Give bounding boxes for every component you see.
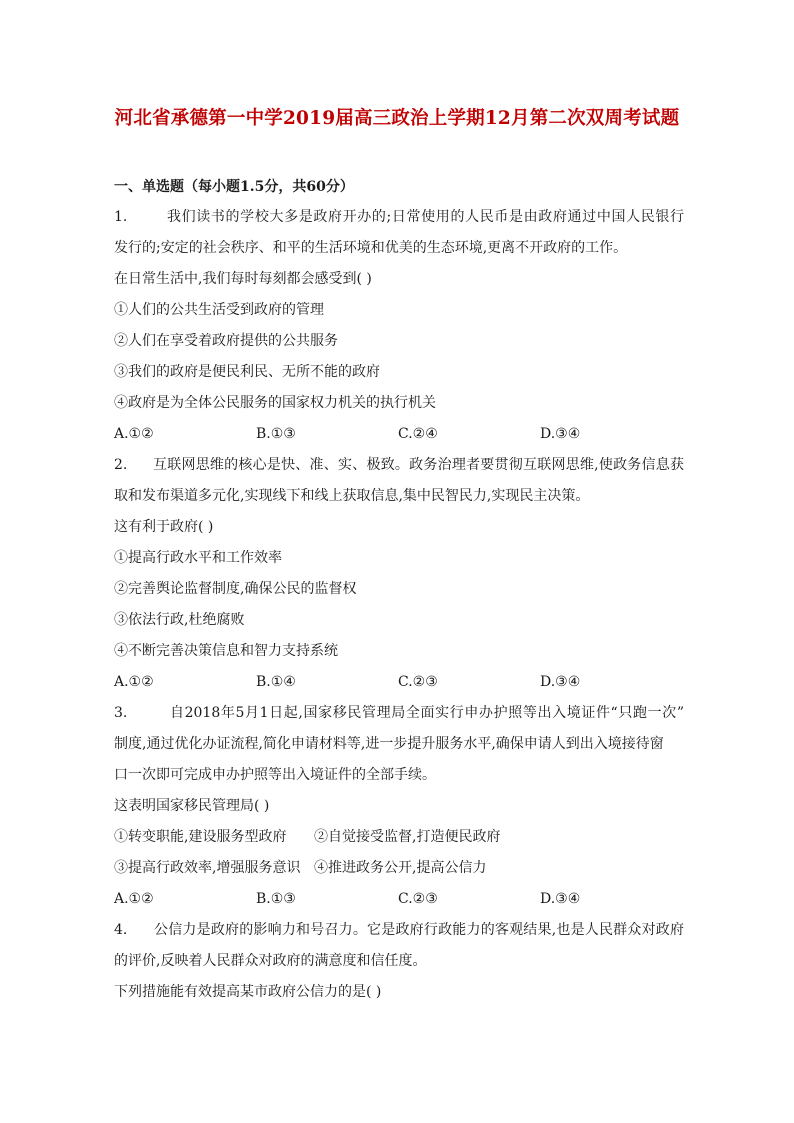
question-2-item-1: ①提高行政水平和工作效率 — [114, 550, 282, 566]
questions — [114, 202, 684, 1008]
question-number: 2. — [114, 457, 128, 473]
question-3-item-3: ③提高行政效率,增强服务意识 — [114, 860, 301, 876]
option-c: C.②④ — [398, 426, 438, 442]
question-3-item-1: ①转变职能,建设服务型政府 — [114, 829, 287, 845]
question-2-line-1 — [114, 450, 684, 481]
question-1-item-3: ③我们的政府是便民利民、无所不能的政府 — [114, 364, 380, 380]
question-text: 自2018年5月1日起,国家移民管理局全面实行申办护照等出入境证件“只跑一次” — [170, 705, 684, 721]
question-2-item-2: ②完善舆论监督制度,确保公民的监督权 — [114, 581, 357, 597]
question-text: 我们读书的学校大多是政府开办的;日常使用的人民币是由政府通过中国人民银行 — [167, 209, 684, 225]
question-3-items-row-2 — [114, 853, 684, 884]
option-c: C.②③ — [398, 891, 438, 907]
question-1-options — [114, 419, 684, 450]
question-2-options — [114, 667, 684, 698]
option-a: A.①② — [114, 674, 154, 690]
question-text: 互联网思维的核心是快、准、实、极致。政务治理者要贯彻互联网思维,使政务信息获 — [153, 457, 684, 473]
option-d: D.③④ — [540, 674, 581, 690]
question-number: 3. — [114, 705, 128, 721]
question-3-items-row-1 — [114, 822, 684, 853]
question-2-stem: 这有利于政府( ) — [114, 519, 214, 535]
question-2-line-2: 取和发布渠道多元化,实现线下和线上获取信息,集中民智民力,实现民主决策。 — [114, 488, 590, 504]
option-a: A.①② — [114, 891, 154, 907]
question-1-item-4: ④政府是为全体公民服务的国家权力机关的执行机关 — [114, 395, 436, 411]
question-1-line-2: 发行的;安定的社会秩序、和平的生活环境和优美的生态环境,更离不开政府的工作。 — [114, 240, 628, 256]
option-b: B.①③ — [256, 891, 296, 907]
option-b: B.①④ — [256, 674, 296, 690]
question-3-line-2: 制度,通过优化办证流程,简化申请材料等,进一步提升服务水平,确保申请人到出入境接待窗 — [114, 736, 664, 752]
question-1-stem: 在日常生活中,我们每时每刻都会感受到( ) — [114, 271, 372, 287]
option-d: D.③④ — [540, 426, 581, 442]
question-3-line-3: 口一次即可完成申办护照等出入境证件的全部手续。 — [114, 767, 436, 783]
question-1-line-1 — [114, 202, 684, 233]
question-3-line-1 — [114, 698, 684, 729]
question-number: 4. — [114, 922, 128, 938]
section-heading: 一、单选题（每小题1.5分，共60分） — [114, 179, 354, 195]
question-text: 公信力是政府的影响力和号召力。它是政府行政能力的客观结果,也是人民群众对政府 — [154, 922, 684, 938]
page-title: 河北省承德第一中学2019届高三政治上学期12月第二次双周考试题 — [114, 108, 680, 129]
question-4-line-2: 的评价,反映着人民群众对政府的满意度和信任度。 — [114, 953, 427, 969]
question-1-item-1: ①人们的公共生活受到政府的管理 — [114, 302, 324, 318]
option-a: A.①② — [114, 426, 154, 442]
question-3-options — [114, 884, 684, 915]
option-c: C.②③ — [398, 674, 438, 690]
question-3-stem: 这表明国家移民管理局( ) — [114, 798, 270, 814]
question-2-item-4: ④不断完善决策信息和智力支持系统 — [114, 643, 338, 659]
option-d: D.③④ — [540, 891, 581, 907]
question-2-item-3: ③依法行政,杜绝腐败 — [114, 612, 245, 628]
question-number: 1. — [114, 209, 128, 225]
question-3-item-4: ④推进政务公开,提高公信力 — [314, 860, 487, 876]
question-4-line-1 — [114, 915, 684, 946]
question-4-stem: 下列措施能有效提高某市政府公信力的是( ) — [114, 984, 382, 1000]
option-b: B.①③ — [256, 426, 296, 442]
question-1-item-2: ②人们在享受着政府提供的公共服务 — [114, 333, 338, 349]
question-3-item-2: ②自觉接受监督,打造便民政府 — [314, 829, 501, 845]
